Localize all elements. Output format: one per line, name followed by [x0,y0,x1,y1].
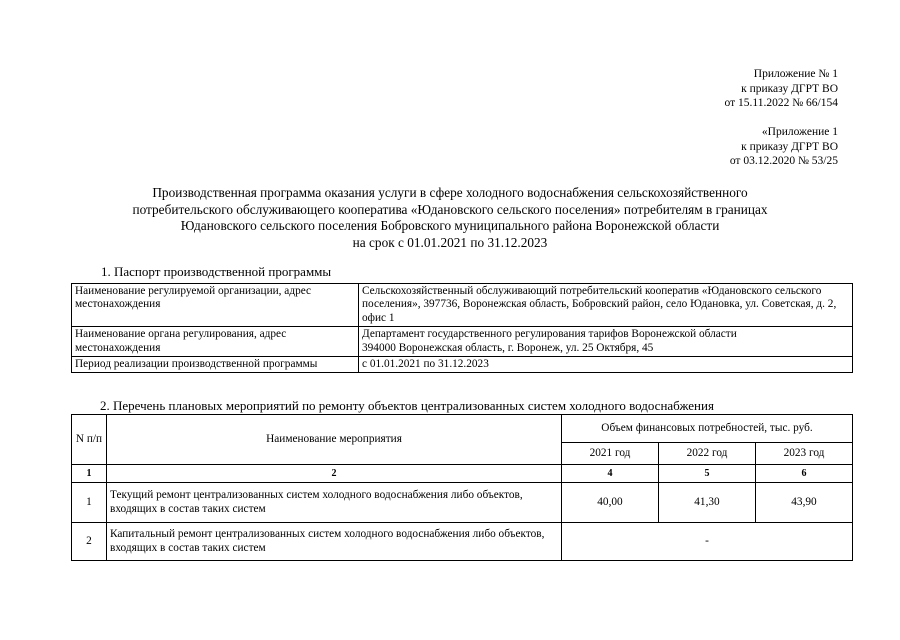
annex-reference-original [730,125,838,169]
annex-title: Приложение № 1 [753,68,838,80]
title-line: Юдановского сельского поселения Бобровского муниципального района Воронежской области [180,218,720,234]
annex-title: «Приложение 1 [761,126,838,138]
title-line: потребительского обслуживающего кооператива «Юдановского сельского поселения» потребителям в границах [132,201,768,217]
row-number: 2 [72,523,107,561]
header-measure-name: Наименование мероприятия [107,415,562,465]
passport-table [71,283,853,373]
passport-label: Наименование регулируемой организации, адрес местонахождения [72,284,359,327]
header-finance: Объем финансовых потребностей, тыс. руб. [562,415,853,443]
measures-table [71,414,853,561]
table-header-row [72,415,853,443]
section-heading-measures: 2. Перечень плановых мероприятий по ремонту объектов централизованных систем холодного водоснабжения [100,398,714,413]
passport-label: Наименование органа регулирования, адрес местонахождения [72,327,359,357]
annex-reference-current [725,67,839,111]
header-year: 2022 год [659,443,756,465]
annex-order-date: от 15.11.2022 № 66/154 [724,97,838,109]
section-heading-passport: 1. Паспорт производственной программы [101,264,332,279]
index-cell: 2 [107,465,562,483]
passport-value-line: 394000 Воронежская область, г. Воронеж, ул. 25 Октября, 45 [362,341,654,354]
document-title [80,185,820,251]
header-year: 2021 год [562,443,659,465]
table-row [72,327,853,357]
annex-order-date: от 03.12.2020 № 53/25 [729,155,838,167]
passport-value [359,327,853,357]
table-index-row [72,465,853,483]
index-cell: 5 [659,465,756,483]
table-row [72,284,853,327]
row-measure-name: Капитальный ремонт централизованных систем холодного водоснабжения либо объектов, входящих в состав таких систем [107,523,562,561]
passport-value: с 01.01.2021 по 31.12.2023 [359,357,853,373]
row-value: 43,90 [756,483,853,523]
row-value: 41,30 [659,483,756,523]
table-row [72,357,853,373]
index-cell: 6 [756,465,853,483]
header-number: N п/п [72,415,107,465]
title-line: на срок с 01.01.2021 по 31.12.2023 [352,234,548,250]
index-cell: 1 [72,465,107,483]
row-value: 40,00 [562,483,659,523]
table-row [72,523,853,561]
header-year: 2023 год [756,443,853,465]
row-merged-value: - [562,523,853,561]
passport-value: Сельскохозяйственный обслуживающий потребительский кооператив «Юдановского сельского поселения», 397736, Воронежская область, Бобровский район, село Юдановка, ул. Советская, д. 2, офис 1 [359,284,853,327]
annex-order-ref: к приказу ДГРТ ВО [741,82,838,95]
table-row [72,483,853,523]
annex-order-ref: к приказу ДГРТ ВО [741,140,838,153]
row-measure-name: Текущий ремонт централизованных систем холодного водоснабжения либо объектов, входящих в состав таких систем [107,483,562,523]
passport-value-line: Департамент государственного регулирования тарифов Воронежской области [362,328,737,341]
index-cell: 4 [562,465,659,483]
passport-label: Период реализации производственной программы [72,357,359,373]
title-line: Производственная программа оказания услуги в сфере холодного водоснабжения сельскохозяйственного [152,185,748,200]
row-number: 1 [72,483,107,523]
